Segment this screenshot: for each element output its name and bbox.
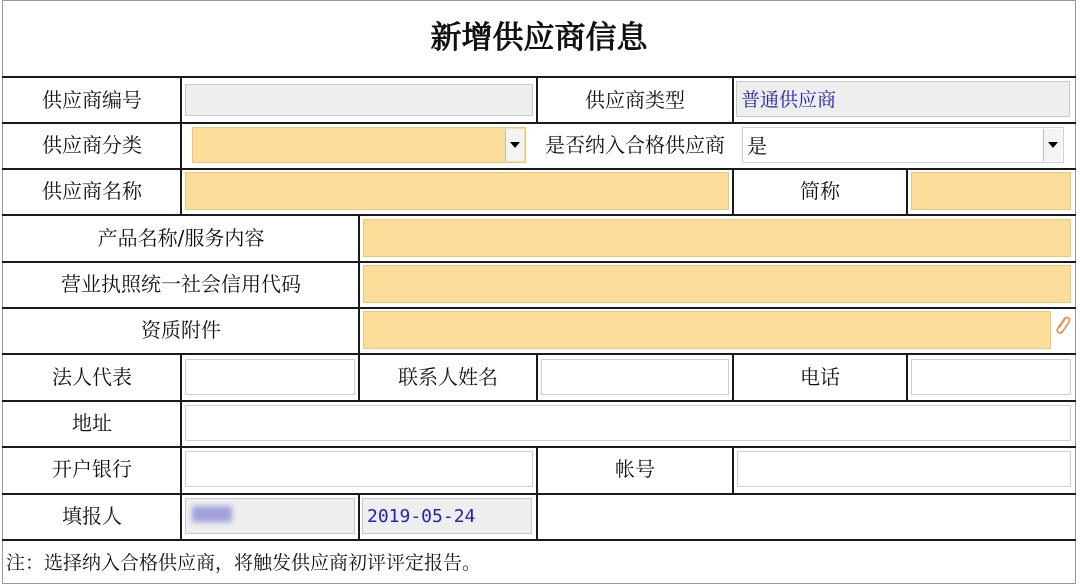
product-label: 产品名称/服务内容	[97, 226, 265, 250]
contact-input[interactable]	[541, 359, 729, 395]
qualified-label: 是否纳入合格供应商	[545, 133, 725, 157]
paperclip-icon[interactable]	[1052, 314, 1072, 336]
legal-rep-input[interactable]	[185, 359, 355, 395]
fill-date-field	[362, 498, 532, 534]
short-name-input[interactable]	[911, 172, 1071, 210]
chevron-down-icon[interactable]	[505, 129, 524, 161]
chevron-down-icon[interactable]	[1043, 129, 1062, 161]
account-label: 帐号	[615, 457, 655, 481]
account-input[interactable]	[737, 451, 1071, 487]
address-label: 地址	[72, 411, 112, 435]
filler-label: 填报人	[62, 504, 122, 528]
legal-rep-label: 法人代表	[52, 365, 132, 389]
credit-code-input[interactable]	[363, 265, 1071, 303]
bank-label: 开户银行	[52, 457, 132, 481]
attachment-label: 资质附件	[141, 318, 221, 342]
phone-label: 电话	[800, 365, 840, 389]
supplier-category-label: 供应商分类	[42, 133, 142, 157]
page-title: 新增供应商信息	[430, 20, 648, 56]
supplier-no-field	[185, 84, 533, 116]
supplier-no-label: 供应商编号	[42, 88, 142, 112]
supplier-type-value: 普通供应商	[741, 89, 837, 111]
address-input[interactable]	[185, 405, 1071, 441]
phone-input[interactable]	[911, 359, 1071, 395]
form-note: 注：选择纳入合格供应商，将触发供应商初评评定报告。	[6, 552, 482, 574]
qualified-value: 是	[747, 134, 767, 158]
bank-input[interactable]	[185, 451, 533, 487]
credit-code-label: 营业执照统一社会信用代码	[61, 272, 301, 296]
supplier-type-field	[736, 81, 1070, 117]
qualified-select[interactable]	[742, 127, 1064, 163]
product-input[interactable]	[363, 219, 1071, 257]
supplier-type-label: 供应商类型	[585, 88, 685, 112]
short-name-label: 简称	[800, 179, 840, 203]
supplier-name-label: 供应商名称	[42, 179, 142, 203]
contact-label: 联系人姓名	[398, 365, 498, 389]
supplier-name-input[interactable]	[185, 172, 729, 210]
fill-date-value: 2019-05-24	[367, 506, 476, 527]
attachment-field[interactable]	[363, 311, 1051, 349]
filler-name-redacted	[188, 500, 278, 532]
supplier-category-select[interactable]	[192, 127, 526, 163]
